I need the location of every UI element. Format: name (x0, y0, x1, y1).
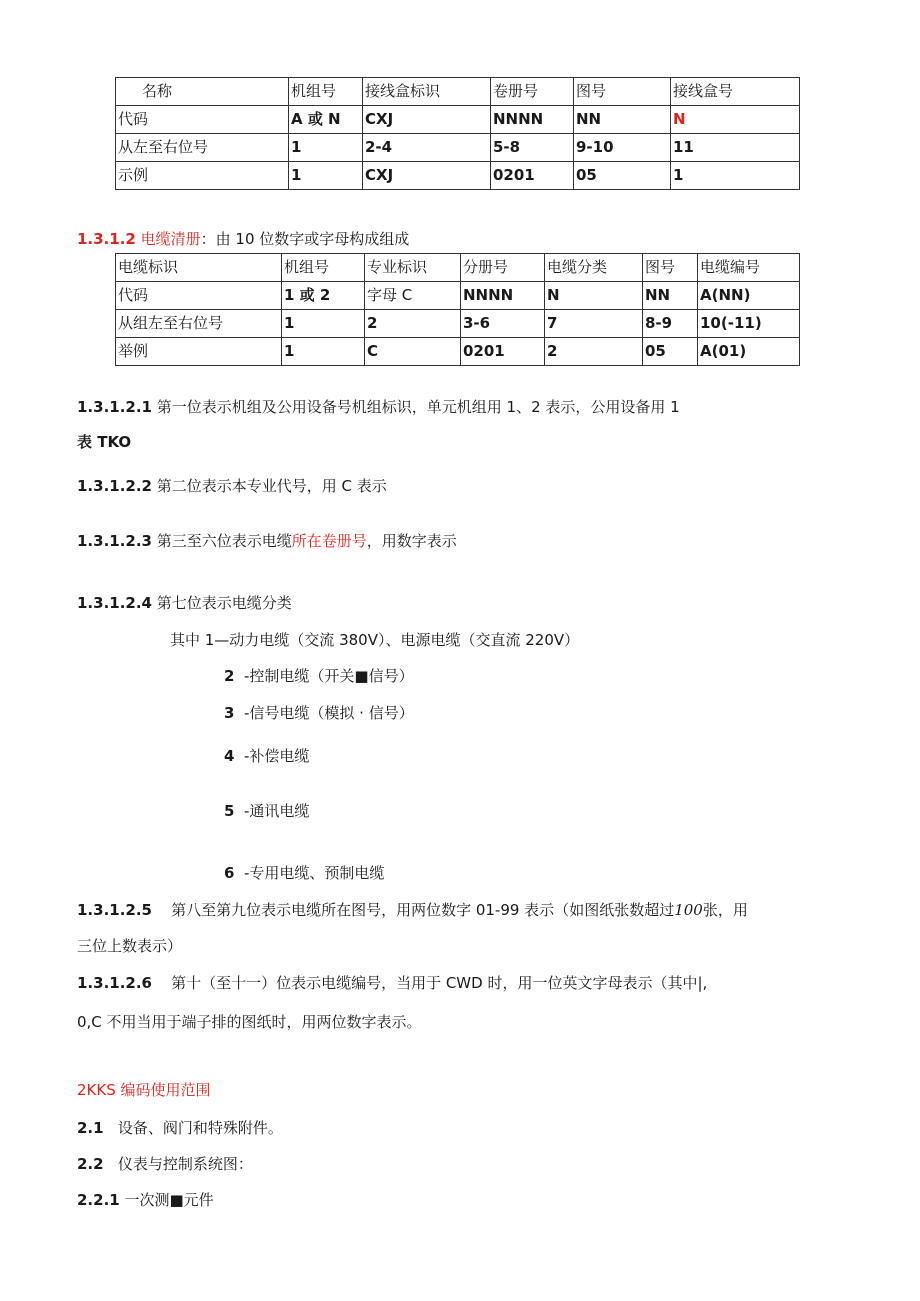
paragraph-13126 (77, 972, 707, 993)
list-item-text: -补偿电缆 (243, 747, 310, 765)
paragraph-13122 (77, 475, 387, 496)
paragraph-number: 2.2 (77, 1155, 104, 1173)
section-number: 1.3.1.2 (77, 230, 136, 248)
paragraph-13125-continuation: 三位上数表示） (77, 937, 183, 955)
table-cell: 举例 (116, 338, 282, 366)
table-cell: 1 或 2 (282, 282, 365, 310)
table-cell: 图号 (643, 254, 698, 282)
unit-code-table (115, 77, 800, 190)
paragraph-text: 张，用 (702, 901, 748, 919)
table-row (116, 338, 800, 366)
table-cell: CXJ (363, 106, 491, 134)
table-cell: 3-6 (461, 310, 545, 338)
paragraph-text: 第三至六位表示电缆 (156, 532, 292, 550)
table-cell: CXJ (363, 162, 491, 190)
table-cell: 机组号 (289, 78, 363, 106)
table-cell: 7 (545, 310, 643, 338)
section-title: 电缆清册 (140, 230, 201, 248)
list-item-number: 2 (224, 667, 235, 685)
paragraph-text: 第十（至十一）位表示电缆编号，当用于 CWD 时，用一位英文字母表示（其中|, (171, 974, 708, 992)
table-row (116, 282, 800, 310)
table-cell: 名称 (116, 78, 289, 106)
table-cell: 0201 (461, 338, 545, 366)
paragraph-number: 1.3.1.2.2 (77, 477, 152, 495)
table-cell: 电缆标识 (116, 254, 282, 282)
paragraph-text: ，用数字表示 (366, 532, 457, 550)
table-cell: 1 (282, 310, 365, 338)
table-row (116, 162, 800, 190)
paragraph-13126-continuation: 0,C 不用当用于端子排的图纸时，用两位数字表示。 (77, 1013, 422, 1031)
table-cell: NN (643, 282, 698, 310)
table-cell: NNNN (461, 282, 545, 310)
table-cell: N (545, 282, 643, 310)
paragraph-13124 (77, 592, 292, 613)
paragraph-13121-continuation: 表 TKO (77, 433, 132, 451)
list-item (224, 665, 414, 686)
table-cell: 电缆编号 (698, 254, 800, 282)
paragraph-text: 设备、阀门和特殊附件。 (117, 1119, 283, 1137)
paragraph-italic: 100 (674, 901, 703, 919)
table-row (116, 254, 800, 282)
table-cell: 示例 (116, 162, 289, 190)
paragraph-22 (77, 1153, 253, 1174)
table-row (116, 78, 800, 106)
list-item (224, 800, 309, 821)
paragraph-text: 第八至第九位表示电缆所在图号，用两位数字 01-99 表示（如图纸张数超过 (171, 901, 675, 919)
table-row (116, 310, 800, 338)
table-cell: 从组左至右位号 (116, 310, 282, 338)
section-heading-1312 (77, 228, 409, 249)
table-cell: 2 (545, 338, 643, 366)
table-row (116, 106, 800, 134)
table-cell: 2 (365, 310, 461, 338)
list-item (224, 745, 309, 766)
table-cell: 0201 (491, 162, 574, 190)
table-cell: 8-9 (643, 310, 698, 338)
table-cell: 电缆分类 (545, 254, 643, 282)
table-cell: 接线盒号 (671, 78, 800, 106)
paragraph-highlight: 所在卷册号 (291, 532, 367, 550)
paragraph-221 (77, 1189, 214, 1210)
paragraph-21 (77, 1117, 283, 1138)
table-cell: 专业标识 (365, 254, 461, 282)
table-row (116, 134, 800, 162)
paragraph-13125 (77, 899, 748, 920)
table-cell: 接线盒标识 (363, 78, 491, 106)
paragraph-text: 第二位表示本专业代号，用 C 表示 (156, 477, 387, 495)
table-cell: 机组号 (282, 254, 365, 282)
list-item (224, 862, 384, 883)
paragraph-number: 1.3.1.2.4 (77, 594, 152, 612)
table-cell: 代码 (116, 106, 289, 134)
list-item-text: -通讯电缆 (243, 802, 310, 820)
table-cell: A(NN) (698, 282, 800, 310)
paragraph-text: 第一位表示机组及公用设备号机组标识，单元机组用 1、2 表示，公用设备用 1 (156, 398, 680, 416)
section-description: ：由 10 位数字或字母构成组成 (200, 230, 410, 248)
table-cell: 05 (643, 338, 698, 366)
table-cell: 1 (289, 162, 363, 190)
paragraph-number: 1.3.1.2.5 (77, 901, 152, 919)
table-cell: 05 (574, 162, 671, 190)
list-item-number: 3 (224, 704, 235, 722)
table-cell: 11 (671, 134, 800, 162)
paragraph-13121 (77, 396, 680, 417)
list-item-text: -信号电缆（模拟 · 信号） (243, 704, 414, 722)
paragraph-number: 2.2.1 (77, 1191, 120, 1209)
table-cell: 1 (289, 134, 363, 162)
table-cell: 10(-11) (698, 310, 800, 338)
paragraph-number: 1.3.1.2.1 (77, 398, 152, 416)
paragraph-text: 仪表与控制系统图： (117, 1155, 253, 1173)
table-cell: NNNN (491, 106, 574, 134)
list-item-number: 5 (224, 802, 235, 820)
paragraph-text: 第七位表示电缆分类 (156, 594, 292, 612)
paragraph-number: 1.3.1.2.3 (77, 532, 152, 550)
list-item-text: -专用电缆、预制电缆 (243, 864, 385, 882)
table-cell: C (365, 338, 461, 366)
list-item-number: 6 (224, 864, 235, 882)
paragraph-number: 2.1 (77, 1119, 104, 1137)
table-cell: N (671, 106, 800, 134)
table-cell: 字母 C (365, 282, 461, 310)
table-cell: 9-10 (574, 134, 671, 162)
table-cell: 1 (282, 338, 365, 366)
cable-type-intro: 其中 1—动力电缆（交流 380V）、电源电缆（交直流 220V） (170, 631, 580, 649)
paragraph-13123 (77, 530, 457, 551)
table-cell: 2-4 (363, 134, 491, 162)
table-cell: 1 (671, 162, 800, 190)
cable-code-table (115, 253, 800, 366)
table-cell: 5-8 (491, 134, 574, 162)
table-cell: NN (574, 106, 671, 134)
list-item-number: 4 (224, 747, 235, 765)
table-cell: A(01) (698, 338, 800, 366)
table-cell: A 或 N (289, 106, 363, 134)
table-cell: 从左至右位号 (116, 134, 289, 162)
table-cell: 代码 (116, 282, 282, 310)
section-heading-2: 2KKS 编码使用范围 (77, 1081, 211, 1099)
table-cell: 分册号 (461, 254, 545, 282)
table-cell: 卷册号 (491, 78, 574, 106)
list-item (224, 702, 414, 723)
paragraph-number: 1.3.1.2.6 (77, 974, 152, 992)
list-item-text: -控制电缆（开关■信号） (243, 667, 414, 685)
table-cell: 图号 (574, 78, 671, 106)
paragraph-text: 一次测■元件 (124, 1191, 214, 1209)
